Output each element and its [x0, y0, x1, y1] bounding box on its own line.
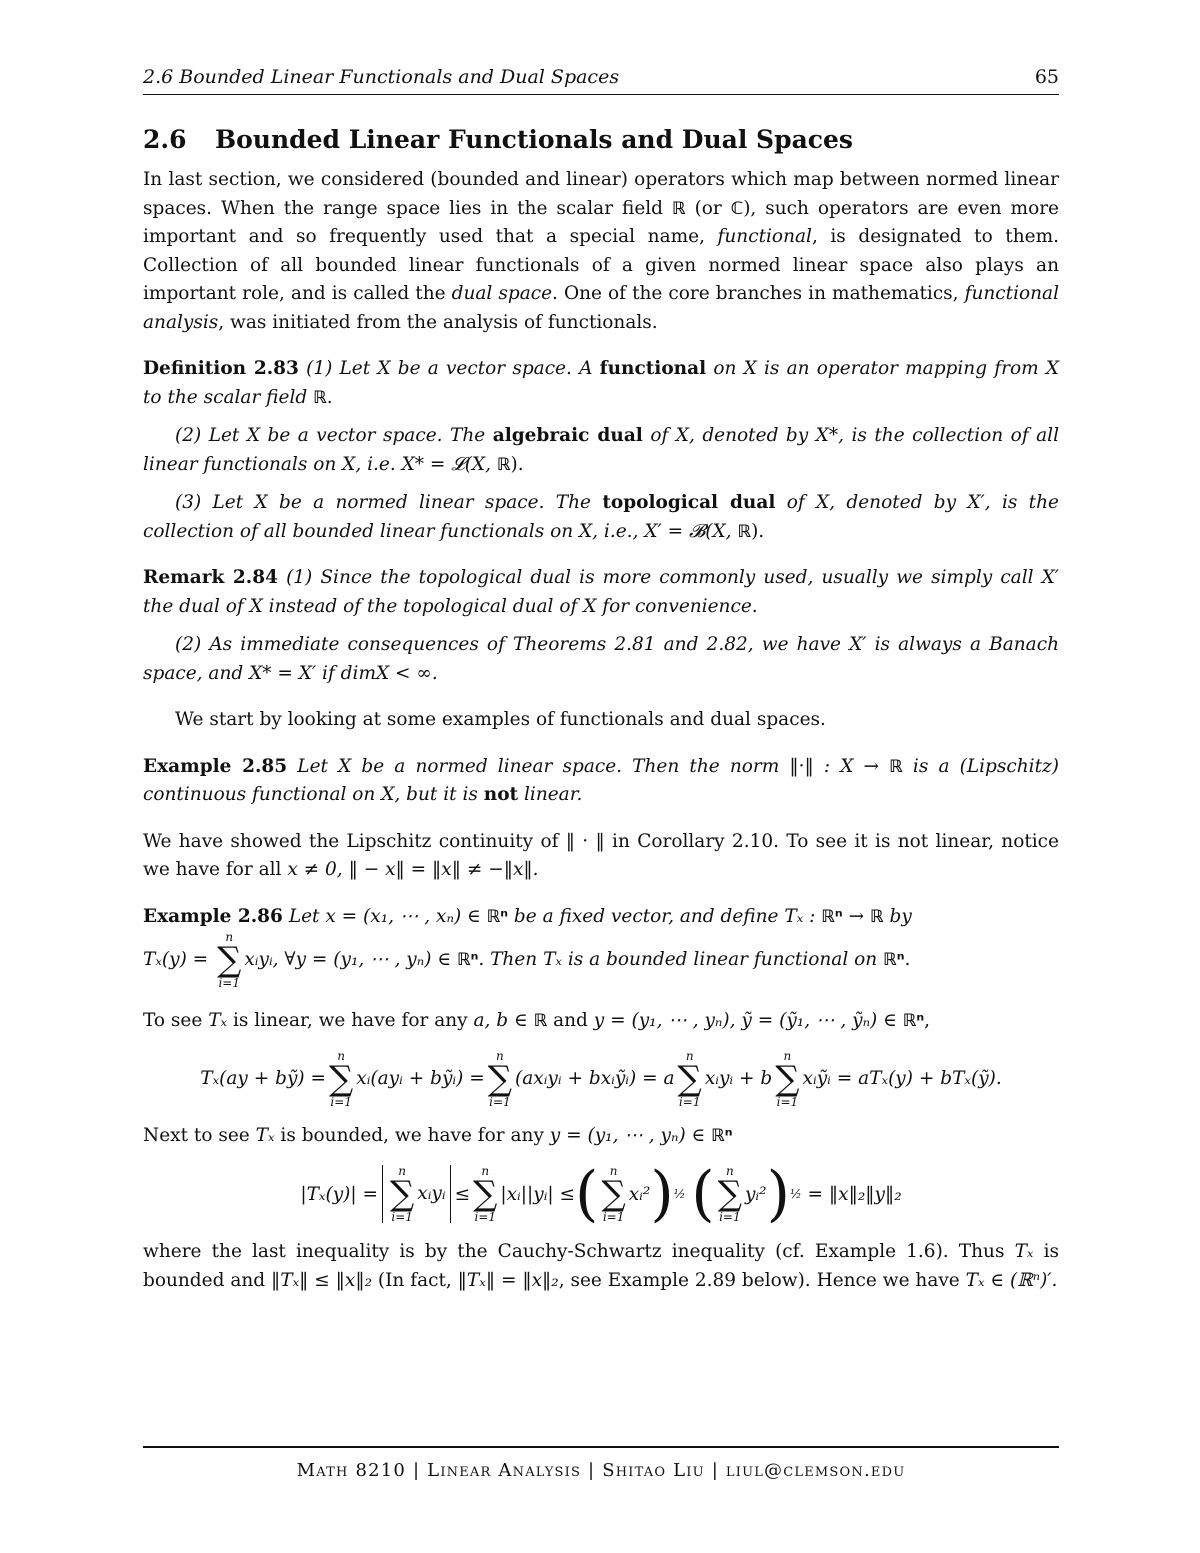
- reals-symbol: ℝ: [869, 906, 884, 927]
- summation: [678, 1050, 702, 1108]
- intro-text-2: (or: [685, 197, 731, 219]
- eq2-left: |Tₓ(y)| =: [300, 1183, 378, 1205]
- absolute-value: [382, 1165, 451, 1223]
- bnd-text-2: is bounded, we have for any: [274, 1124, 550, 1146]
- left-paren: (: [575, 1159, 599, 1229]
- rn-symbol: ℝⁿ: [883, 950, 905, 970]
- boundedness-conclusion: [143, 1238, 1059, 1295]
- sum-upper: n: [725, 1164, 734, 1178]
- example-2-85-proof: [143, 828, 1059, 885]
- exponent-half: ½: [673, 1187, 686, 1201]
- def-b-text-2: of X, denoted by X*, is the collection of all linear functionals on X, i.e. X* = 𝓛(X,: [143, 425, 1060, 475]
- lin-tx: Tₓ: [208, 1010, 228, 1031]
- reals-symbol: ℝ: [496, 454, 511, 475]
- ex286-text-3: →: [842, 905, 870, 927]
- section-number: 2.6: [143, 125, 187, 154]
- boundedness-intro: [143, 1122, 1059, 1151]
- ex286-text-2: be a fixed vector, and define Tₓ :: [508, 905, 822, 927]
- sigma: ∑: [329, 1058, 354, 1099]
- eq1-term-4: xᵢỹᵢ = aTₓ(y) + bTₓ(ỹ).: [802, 1068, 1002, 1089]
- remark-a-text: (1) Since the topological dual is more commonly used, usually we simply call X′ the dual of X instead of the topological dual of X for convenience.: [143, 567, 1059, 617]
- sum-upper: n: [398, 1164, 406, 1178]
- def-term-functional: functional: [599, 358, 707, 379]
- ex285-not: not: [483, 784, 519, 805]
- linearity-intro: [143, 1007, 1059, 1036]
- ex286-text-4: by: [883, 905, 912, 927]
- punct: .: [326, 386, 333, 408]
- rn-symbol: ℝⁿ: [821, 906, 843, 927]
- sum-upper: n: [783, 1048, 792, 1063]
- section-title: Bounded Linear Functionals and Dual Spaces: [215, 125, 853, 154]
- punct: ).: [751, 520, 765, 542]
- remark-2-84-part-1: [143, 564, 1059, 621]
- eq1-term-1: xᵢ(ayᵢ + bỹᵢ) =: [356, 1068, 485, 1089]
- summation: [718, 1165, 742, 1223]
- eq2-leq-1: ≤: [454, 1183, 471, 1205]
- lin-math-1: a, b ∈: [473, 1010, 534, 1031]
- summation: [217, 931, 241, 989]
- eq2-term-2: |xᵢ||yᵢ| ≤: [500, 1183, 576, 1205]
- sigma: ∑: [487, 1058, 513, 1099]
- bnd-text-1: Next to see: [143, 1124, 256, 1146]
- summation: [601, 1165, 625, 1223]
- def-term-algebraic-dual: algebraic dual: [492, 425, 643, 446]
- sum-lower: i=1: [474, 1210, 497, 1224]
- eq1-left: Tₓ(ay + bỹ) =: [200, 1068, 326, 1089]
- lin-text-3: and: [547, 1010, 594, 1031]
- term-functional: functional: [717, 226, 812, 247]
- intro-text-4: , is designated to them. Collection of all bounded linear functionals of a given normed linear space also plays an important role, and is called the: [143, 226, 1059, 304]
- sum-upper: n: [337, 1048, 345, 1063]
- def-c-text-1: (3) Let X be a normed linear space. The: [175, 492, 603, 513]
- example-label: Example 2.86: [143, 905, 283, 927]
- bnd-math: y = (y₁, ⋯ , yₙ) ∈: [549, 1124, 712, 1146]
- sigma: ∑: [217, 940, 242, 980]
- punct: ,: [924, 1010, 931, 1031]
- rn-symbol: ℝⁿ: [486, 906, 509, 927]
- sigma: ∑: [473, 1174, 498, 1214]
- sum-lower: i=1: [489, 1094, 511, 1109]
- ex285-text-1: Let X be a normed linear space. Then the norm ‖·‖ : X →: [287, 755, 890, 777]
- sigma: ∑: [601, 1174, 626, 1214]
- running-title: 2.6 Bounded Linear Functionals and Dual Spaces: [143, 66, 620, 88]
- close-math-3: Tₓ ∈ (ℝⁿ)′.: [965, 1269, 1058, 1291]
- ex286-text-1: Let x = (x₁, ⋯ , xₙ) ∈: [282, 905, 487, 927]
- sum-upper: n: [481, 1164, 490, 1178]
- example-label: Example 2.85: [143, 755, 288, 777]
- example-2-85: [143, 753, 1059, 810]
- ex285-proof-math: x ≠ 0, ‖ − x‖ = ‖x‖ ≠ −‖x‖.: [287, 859, 539, 880]
- ex285-text-3: linear.: [518, 784, 583, 805]
- punct: .: [904, 949, 911, 970]
- summation: [488, 1050, 512, 1108]
- bnd-tx: Tₓ: [255, 1124, 275, 1146]
- sum-lower: i=1: [330, 1094, 352, 1109]
- eq2-end: = ‖x‖₂‖y‖₂: [807, 1183, 902, 1205]
- eq2-abs-term: xᵢyᵢ: [417, 1183, 446, 1204]
- lin-math-2: y = (y₁, ⋯ , yₙ), ỹ = (ỹ₁, ⋯ , ỹₙ) ∈: [593, 1010, 903, 1031]
- complex-symbol: ℂ: [730, 198, 744, 219]
- section-heading: [143, 125, 1059, 154]
- right-paren: ): [766, 1159, 790, 1229]
- reals-symbol: ℝ: [671, 198, 686, 219]
- def-a-text-1: (1) Let X be a vector space. A: [298, 358, 600, 379]
- summation: [473, 1165, 497, 1223]
- term-functional-analysis: functional analysis: [143, 283, 1059, 333]
- rn-symbol: ℝⁿ: [902, 1011, 925, 1031]
- reals-symbol: ℝ: [737, 521, 752, 542]
- remark-label: Remark 2.84: [143, 567, 278, 588]
- sigma: ∑: [389, 1174, 415, 1214]
- rn-symbol: ℝⁿ: [456, 950, 479, 970]
- intro-text-3: ), such operators are even more important and so frequently used that a special name,: [143, 197, 1059, 247]
- page-footer: Math 8210 | Linear Analysis | Shitao Liu | liul@clemson.edu: [143, 1446, 1059, 1481]
- eq2-x-squared: xᵢ²: [628, 1183, 651, 1205]
- page-number: 65: [1034, 66, 1059, 88]
- sum-lower: i=1: [776, 1094, 799, 1109]
- transition-paragraph: We start by looking at some examples of functionals and dual spaces.: [175, 709, 826, 730]
- sum-upper: n: [685, 1048, 694, 1063]
- ex286-text-5: Tₓ(y) =: [143, 949, 215, 970]
- sum-lower: i=1: [391, 1210, 413, 1224]
- def-term-topological-dual: topological dual: [602, 492, 776, 513]
- lin-text-1: To see: [143, 1010, 209, 1031]
- sum-upper: n: [496, 1048, 504, 1063]
- def-a-text-2: on X is an operator mapping from X to the scalar field: [143, 358, 1059, 408]
- reals-symbol: ℝ: [889, 756, 903, 777]
- summation: [775, 1050, 799, 1108]
- ex285-proof-text: We have showed the Lipschitz continuity of ‖ · ‖ in Corollary 2.10. To see it is not linear, notice we have for all: [143, 830, 1059, 880]
- close-math-1: ‖Tₓ‖ ≤ ‖x‖₂: [271, 1269, 373, 1291]
- exponent-half: ½: [790, 1187, 802, 1201]
- eq2-y-squared: yᵢ²: [744, 1183, 767, 1205]
- sum-upper: n: [609, 1164, 618, 1178]
- summation: [390, 1165, 414, 1223]
- close-text-1: where the last inequality is by the Cauchy-Schwartz inequality (cf. Example 1.6). Thus: [143, 1241, 1015, 1262]
- sigma: ∑: [775, 1058, 800, 1099]
- definition-2-83-part-2: [143, 422, 1059, 479]
- linearity-equation: [143, 1050, 1059, 1108]
- lin-text-2: is linear, we have for any: [227, 1010, 474, 1031]
- sigma: ∑: [717, 1174, 742, 1214]
- page: [143, 66, 1059, 1295]
- intro-text-1: In last section, we considered (bounded and linear) operators which map between normed linear spaces. When the range space lies in the scalar field: [143, 169, 1059, 219]
- sum-lower: i=1: [602, 1210, 625, 1224]
- example-2-86: [143, 903, 1059, 990]
- ex286-text-6: xᵢyᵢ, ∀y = (y₁, ⋯ , yₙ) ∈: [244, 949, 457, 970]
- ex285-text-2: is a (Lipschitz) continuous functional on X, but it is: [143, 755, 1059, 805]
- definition-2-83-part-3: [143, 489, 1059, 546]
- reals-symbol: ℝ: [313, 387, 327, 408]
- close-text-2: is bounded and: [143, 1241, 1059, 1291]
- close-math-2: ‖Tₓ‖ = ‖x‖₂: [457, 1269, 559, 1291]
- sigma: ∑: [677, 1058, 702, 1099]
- sum-upper: n: [225, 930, 234, 944]
- punct: ).: [510, 453, 524, 475]
- eq1-term-2: (axᵢyᵢ + bxᵢỹᵢ) = a: [515, 1068, 675, 1089]
- rn-symbol: ℝⁿ: [711, 1125, 733, 1146]
- summation: [329, 1050, 353, 1108]
- right-paren: ): [650, 1159, 674, 1229]
- close-tx: Tₓ: [1014, 1241, 1034, 1262]
- sum-lower: i=1: [719, 1210, 741, 1224]
- intro-text-6: , was initiated from the analysis of functionals.: [218, 311, 658, 333]
- def-b-text-1: (2) Let X be a vector space. The: [175, 425, 493, 446]
- sum-lower: i=1: [678, 1094, 701, 1109]
- def-c-text-2: of X, denoted by X′, is the collection of all bounded linear functionals on X, i.e., X′ = 𝓑(X,: [143, 492, 1059, 542]
- left-paren: (: [691, 1159, 715, 1229]
- definition-2-83-part-1: [143, 355, 1059, 412]
- sum-lower: i=1: [218, 976, 240, 990]
- eq1-term-3: xᵢyᵢ + b: [704, 1068, 773, 1089]
- ex286-text-7: . Then Tₓ is a bounded linear functional on: [478, 949, 884, 970]
- term-dual-space: dual space: [451, 283, 553, 304]
- remark-2-84-part-2: (2) As immediate consequences of Theorems 2.81 and 2.82, we have X′ is always a Banach space, and X* = X′ if dimX < ∞.: [143, 634, 1059, 684]
- boundedness-equation: [143, 1159, 1059, 1229]
- definition-label: Definition 2.83: [143, 358, 299, 379]
- intro-text-5: . One of the core branches in mathematics,: [552, 283, 965, 304]
- running-header: [143, 66, 1059, 95]
- reals-symbol: ℝ: [533, 1011, 548, 1031]
- intro-paragraph: [143, 166, 1059, 337]
- close-text-3: (In fact,: [372, 1269, 458, 1291]
- close-text-4: , see Example 2.89 below). Hence we have: [558, 1269, 966, 1291]
